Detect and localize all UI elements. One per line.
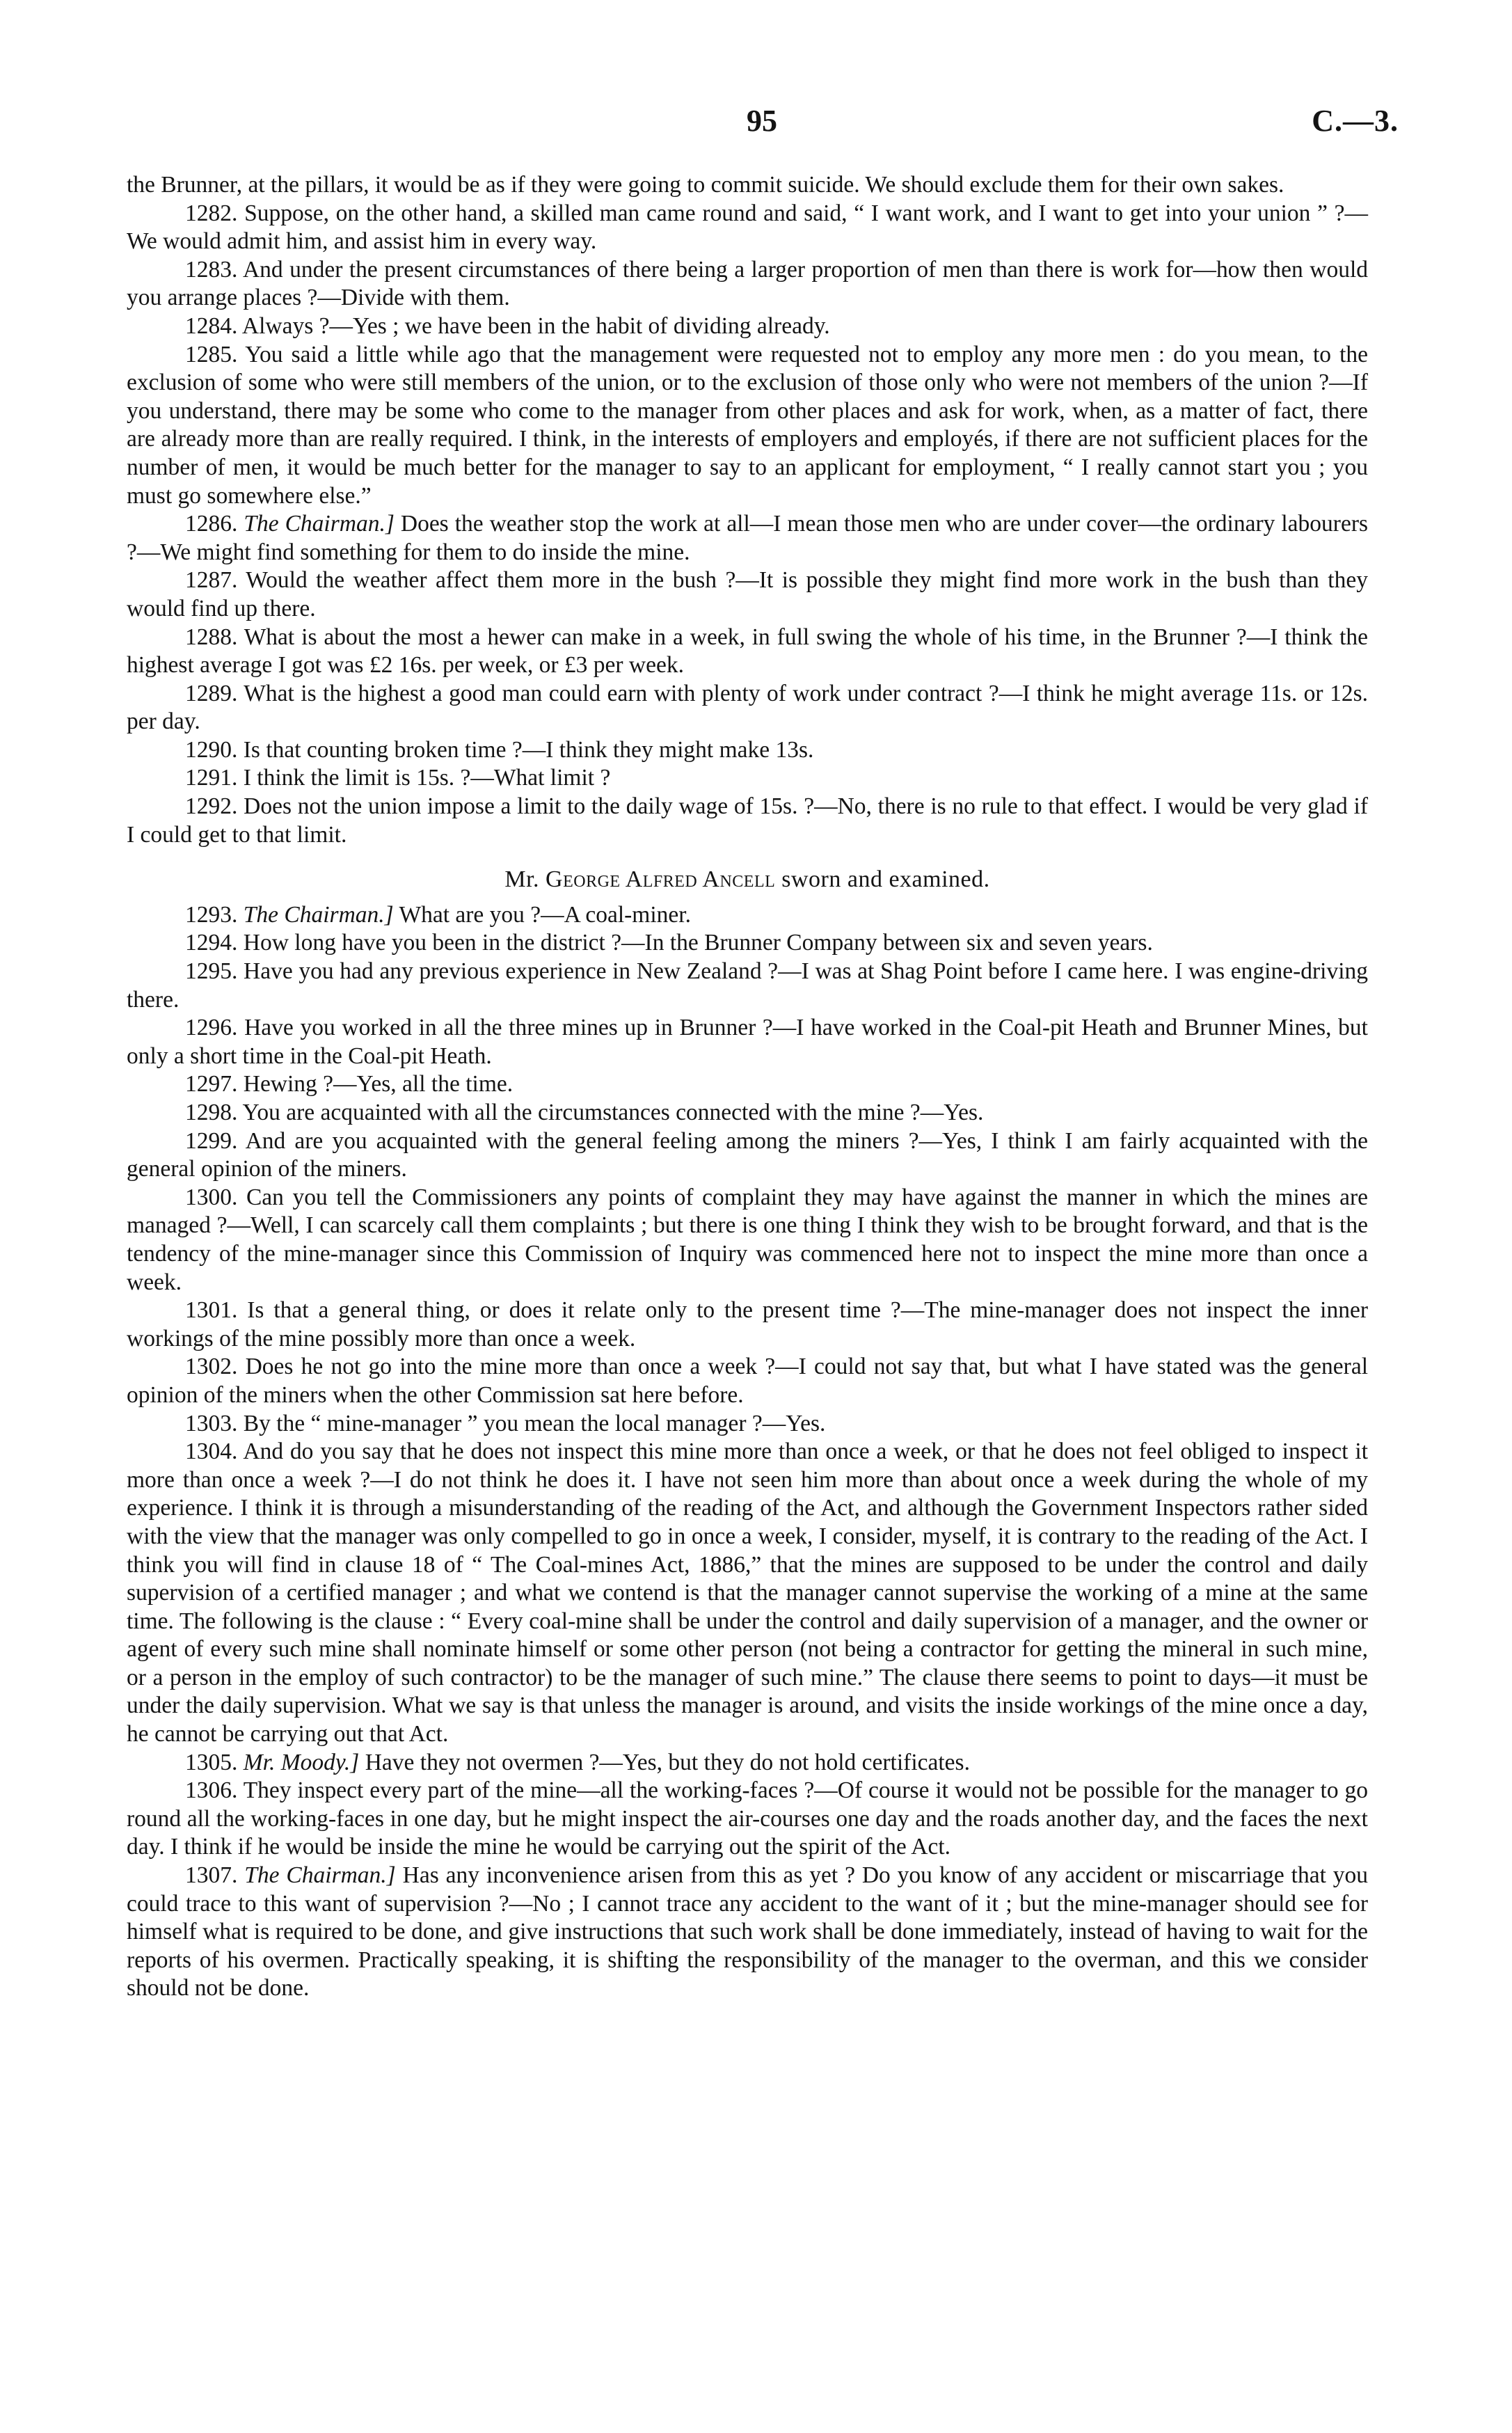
- paragraph-text: Have you worked in all the three mines up in Brunner ?—I have worked in the Coal-pit Heath and Brunner Mines, but only a short time in the Coal-pit Heath.: [127, 1015, 1368, 1069]
- speaker-label: The Chairman.]: [244, 511, 395, 537]
- paragraph: [127, 624, 1368, 680]
- paragraph: [127, 200, 1368, 256]
- speaker-label: Mr. Moody.]: [243, 1749, 360, 1775]
- paragraph: [127, 256, 1368, 312]
- paragraph-text: the Brunner, at the pillars, it would be as if they were going to commit suicide. We should exclude them for their own sakes.: [127, 172, 1284, 198]
- question-number: 1301.: [185, 1297, 238, 1324]
- paragraph: [127, 1862, 1368, 2003]
- paragraph-text: How long have you been in the district ?—In the Brunner Company between six and seven years.: [243, 930, 1153, 956]
- paragraph: [127, 1127, 1368, 1184]
- page-reference: C.—3.: [1312, 104, 1399, 138]
- paragraph-text: What are you ?—A coal-miner.: [399, 901, 691, 928]
- paragraph: [127, 901, 1368, 930]
- paragraph: [127, 341, 1368, 511]
- question-number: 1294.: [185, 930, 238, 956]
- question-number: 1296.: [185, 1015, 238, 1041]
- question-number: 1290.: [185, 736, 238, 763]
- paragraph: [127, 1184, 1368, 1297]
- paragraph: [127, 736, 1368, 765]
- question-number: 1300.: [185, 1184, 238, 1210]
- paragraph-text: Always ?—Yes ; we have been in the habit of dividing already.: [241, 312, 830, 339]
- paragraph-text: Is that counting broken time ?—I think they might make 13s.: [243, 736, 814, 763]
- question-number: 1299.: [185, 1127, 238, 1154]
- question-number: 1293.: [185, 901, 238, 928]
- question-number: 1292.: [185, 793, 238, 820]
- paragraph: [127, 1353, 1368, 1409]
- paragraph: [127, 793, 1368, 849]
- question-number: 1298.: [185, 1100, 238, 1125]
- question-number: 1284.: [185, 312, 238, 339]
- paragraph-text: Does not the union impose a limit to the daily wage of 15s. ?—No, there is no rule to that effect. I would be very glad if I could get to that limit.: [127, 793, 1369, 848]
- paragraph: [127, 1438, 1368, 1749]
- question-number: 1285.: [185, 341, 238, 367]
- paragraph: [127, 764, 1368, 793]
- paragraph: [127, 680, 1368, 736]
- paragraph: [127, 1777, 1368, 1862]
- paragraph: [127, 1749, 1368, 1777]
- question-number: 1288.: [185, 624, 238, 650]
- testimony-ancell: [127, 901, 1368, 2003]
- question-number: 1307.: [185, 1862, 238, 1889]
- paragraph: [127, 1099, 1368, 1127]
- question-number: 1289.: [185, 680, 238, 706]
- paragraph-text: By the “ mine-manager ” you mean the local manager ?—Yes.: [243, 1410, 826, 1436]
- question-number: 1286.: [185, 511, 238, 537]
- paragraph: [127, 958, 1368, 1014]
- question-number: 1287.: [185, 567, 238, 594]
- paragraph-text: And are you acquainted with the general feeling among the miners ?—Yes, I think I am fairly acquainted with the general opinion of the miners.: [127, 1127, 1368, 1182]
- question-number: 1295.: [185, 958, 238, 985]
- question-number: 1297.: [185, 1071, 238, 1097]
- paragraph-text: Have you had any previous experience in New Zealand ?—I was at Shag Point before I came here. I was engine-driving there.: [127, 958, 1368, 1013]
- paragraph-text: Does the weather stop the work at all—I mean those men who are under cover—the ordinary labourers ?—We might find something for them to do inside the mine.: [127, 511, 1369, 565]
- paragraph-text: What is the highest a good man could earn with plenty of work under contract ?—I think he might average 11s. or 12s. per day.: [127, 680, 1368, 735]
- paragraph: [127, 510, 1368, 566]
- paragraph-text: Would the weather affect them more in the bush ?—It is possible they might find more work in the bush than they would find up there.: [127, 567, 1368, 621]
- paragraph-text: Is that a general thing, or does it relate only to the present time ?—The mine-manager does not inspect the inner workings of the mine possibly more than once a week.: [127, 1297, 1369, 1352]
- paragraph-text: They inspect every part of the mine—all the working-faces ?—Of course it would not be possible for the manager to go round all the working-faces in one day, but he might inspect the air-courses one day and the roads another day, and the faces the next day. I think if he would be inside the mine he would be carrying out the spirit of the Act.: [127, 1777, 1368, 1860]
- document-body: [127, 171, 1368, 2003]
- witness-prefix: Mr.: [504, 866, 540, 893]
- paragraph-text: Suppose, on the other hand, a skilled man came round and said, “ I want work, and I want to get into your union ” ?—We would admit him, and assist him in every way.: [127, 200, 1369, 255]
- question-number: 1283.: [185, 256, 238, 283]
- question-number: 1305.: [185, 1749, 238, 1775]
- paragraph: [127, 1070, 1368, 1099]
- witness-heading: [127, 866, 1368, 894]
- question-number: 1291.: [185, 765, 238, 791]
- paragraph-text: You said a little while ago that the management were requested not to employ any more men : do you mean, to the exclusion of some who were still members of the union, or to the exclusion of those only who were not members of the union ?—If you understand, there may be some who come to the manager from other places and ask for work, when, as a matter of fact, there are already more than are really required. I think, in the interests of employers and employés, if there are not sufficient places for the number of men, it would be much better for the manager to say to an applicant for employment, “ I really cannot start you ; you must go somewhere else.”: [127, 341, 1368, 509]
- paragraph-text: I think the limit is 15s. ?—What limit ?: [243, 765, 611, 791]
- paragraph-text: Does he not go into the mine more than once a week ?—I could not say that, but what I have stated was the general opinion of the miners when the other Commission sat here before.: [127, 1354, 1368, 1408]
- paragraph-text: And do you say that he does not inspect this mine more than once a week, or that he does not feel obliged to inspect it more than once a week ?—I do not think he does it. I have not seen him more than about once a week during the whole of my experience. I think it is through a misunderstanding of the reading of the Act, and although the Government Inspectors rather sided with the view that the manager was only compelled to go in once a week, I consider, myself, it is contrary to the reading of the Act. I think you will find in clause 18 of “ The Coal-mines Act, 1886,” that the mines are supposed to be under the control and daily supervision of a certified manager ; and what we contend is that the manager cannot supervise the working of a mine at the same time. The following is the clause : “ Every coal-mine shall be under the control and daily supervision of a manager, and the owner or agent of every such mine shall nominate himself or some other person (not being a contractor for getting the mineral in such mine, or a person in the employ of such contractor) to be the manager of such mine.” The clause there seems to point to days—it must be under the daily supervision. What we say is that unless the manager is around, and visits the inside workings of the mine once a day, he cannot be carrying out that Act.: [127, 1439, 1369, 1748]
- paragraph-text: Has any inconvenience arisen from this as yet ? Do you know of any accident or miscarriage that you could trace to this want of supervision ?—No ; I cannot trace any accident to the want of it ; but the mine-manager should see for himself what is required to be done, and give instructions that such work shall be done immediately, instead of having to wait for the reports of his overmen. Practically speaking, it is shifting the responsibility of the manager to the overman, and this we consider should not be done.: [127, 1862, 1369, 2002]
- paragraph: [127, 566, 1368, 623]
- question-number: 1282.: [185, 200, 238, 226]
- paragraph: [127, 1014, 1368, 1070]
- paragraph-text: And under the present circumstances of there being a larger proportion of men than there is work for—how then would you arrange places ?—Divide with them.: [127, 256, 1368, 311]
- page-number: 95: [747, 104, 777, 138]
- speaker-label: The Chairman.]: [244, 1862, 396, 1889]
- question-number: 1302.: [185, 1354, 238, 1380]
- paragraph-text: You are acquainted with all the circumstances connected with the mine ?—Yes.: [242, 1100, 984, 1125]
- question-number: 1306.: [185, 1777, 238, 1804]
- paragraph-text: Have they not overmen ?—Yes, but they do not hold certificates.: [365, 1749, 970, 1775]
- page-header: [125, 103, 1399, 145]
- witness-name: George Alfred Ancell: [546, 866, 776, 893]
- paragraph-text: What is about the most a hewer can make in a week, in full swing the whole of his time, in the Brunner ?—I think the highest average I got was £2 16s. per week, or £3 per week.: [127, 624, 1368, 679]
- testimony-continued: [127, 171, 1368, 849]
- paragraph-text: Hewing ?—Yes, all the time.: [243, 1071, 514, 1097]
- paragraph: [127, 1410, 1368, 1439]
- paragraph: [127, 929, 1368, 958]
- paragraph: [127, 171, 1368, 200]
- paragraph: [127, 1297, 1368, 1353]
- speaker-label: The Chairman.]: [243, 901, 394, 928]
- question-number: 1303.: [185, 1410, 238, 1436]
- witness-suffix: sworn and examined.: [781, 866, 990, 893]
- paragraph-text: Can you tell the Commissioners any points of complaint they may have against the manner in which the mines are managed ?—Well, I can scarcely call them complaints ; but there is one thing I think they wish to be brought forward, and that is the tendency of the mine-manager since this Commission of Inquiry was commenced here not to inspect the mine more than once a week.: [127, 1184, 1368, 1295]
- question-number: 1304.: [185, 1439, 238, 1465]
- paragraph: [127, 312, 1368, 341]
